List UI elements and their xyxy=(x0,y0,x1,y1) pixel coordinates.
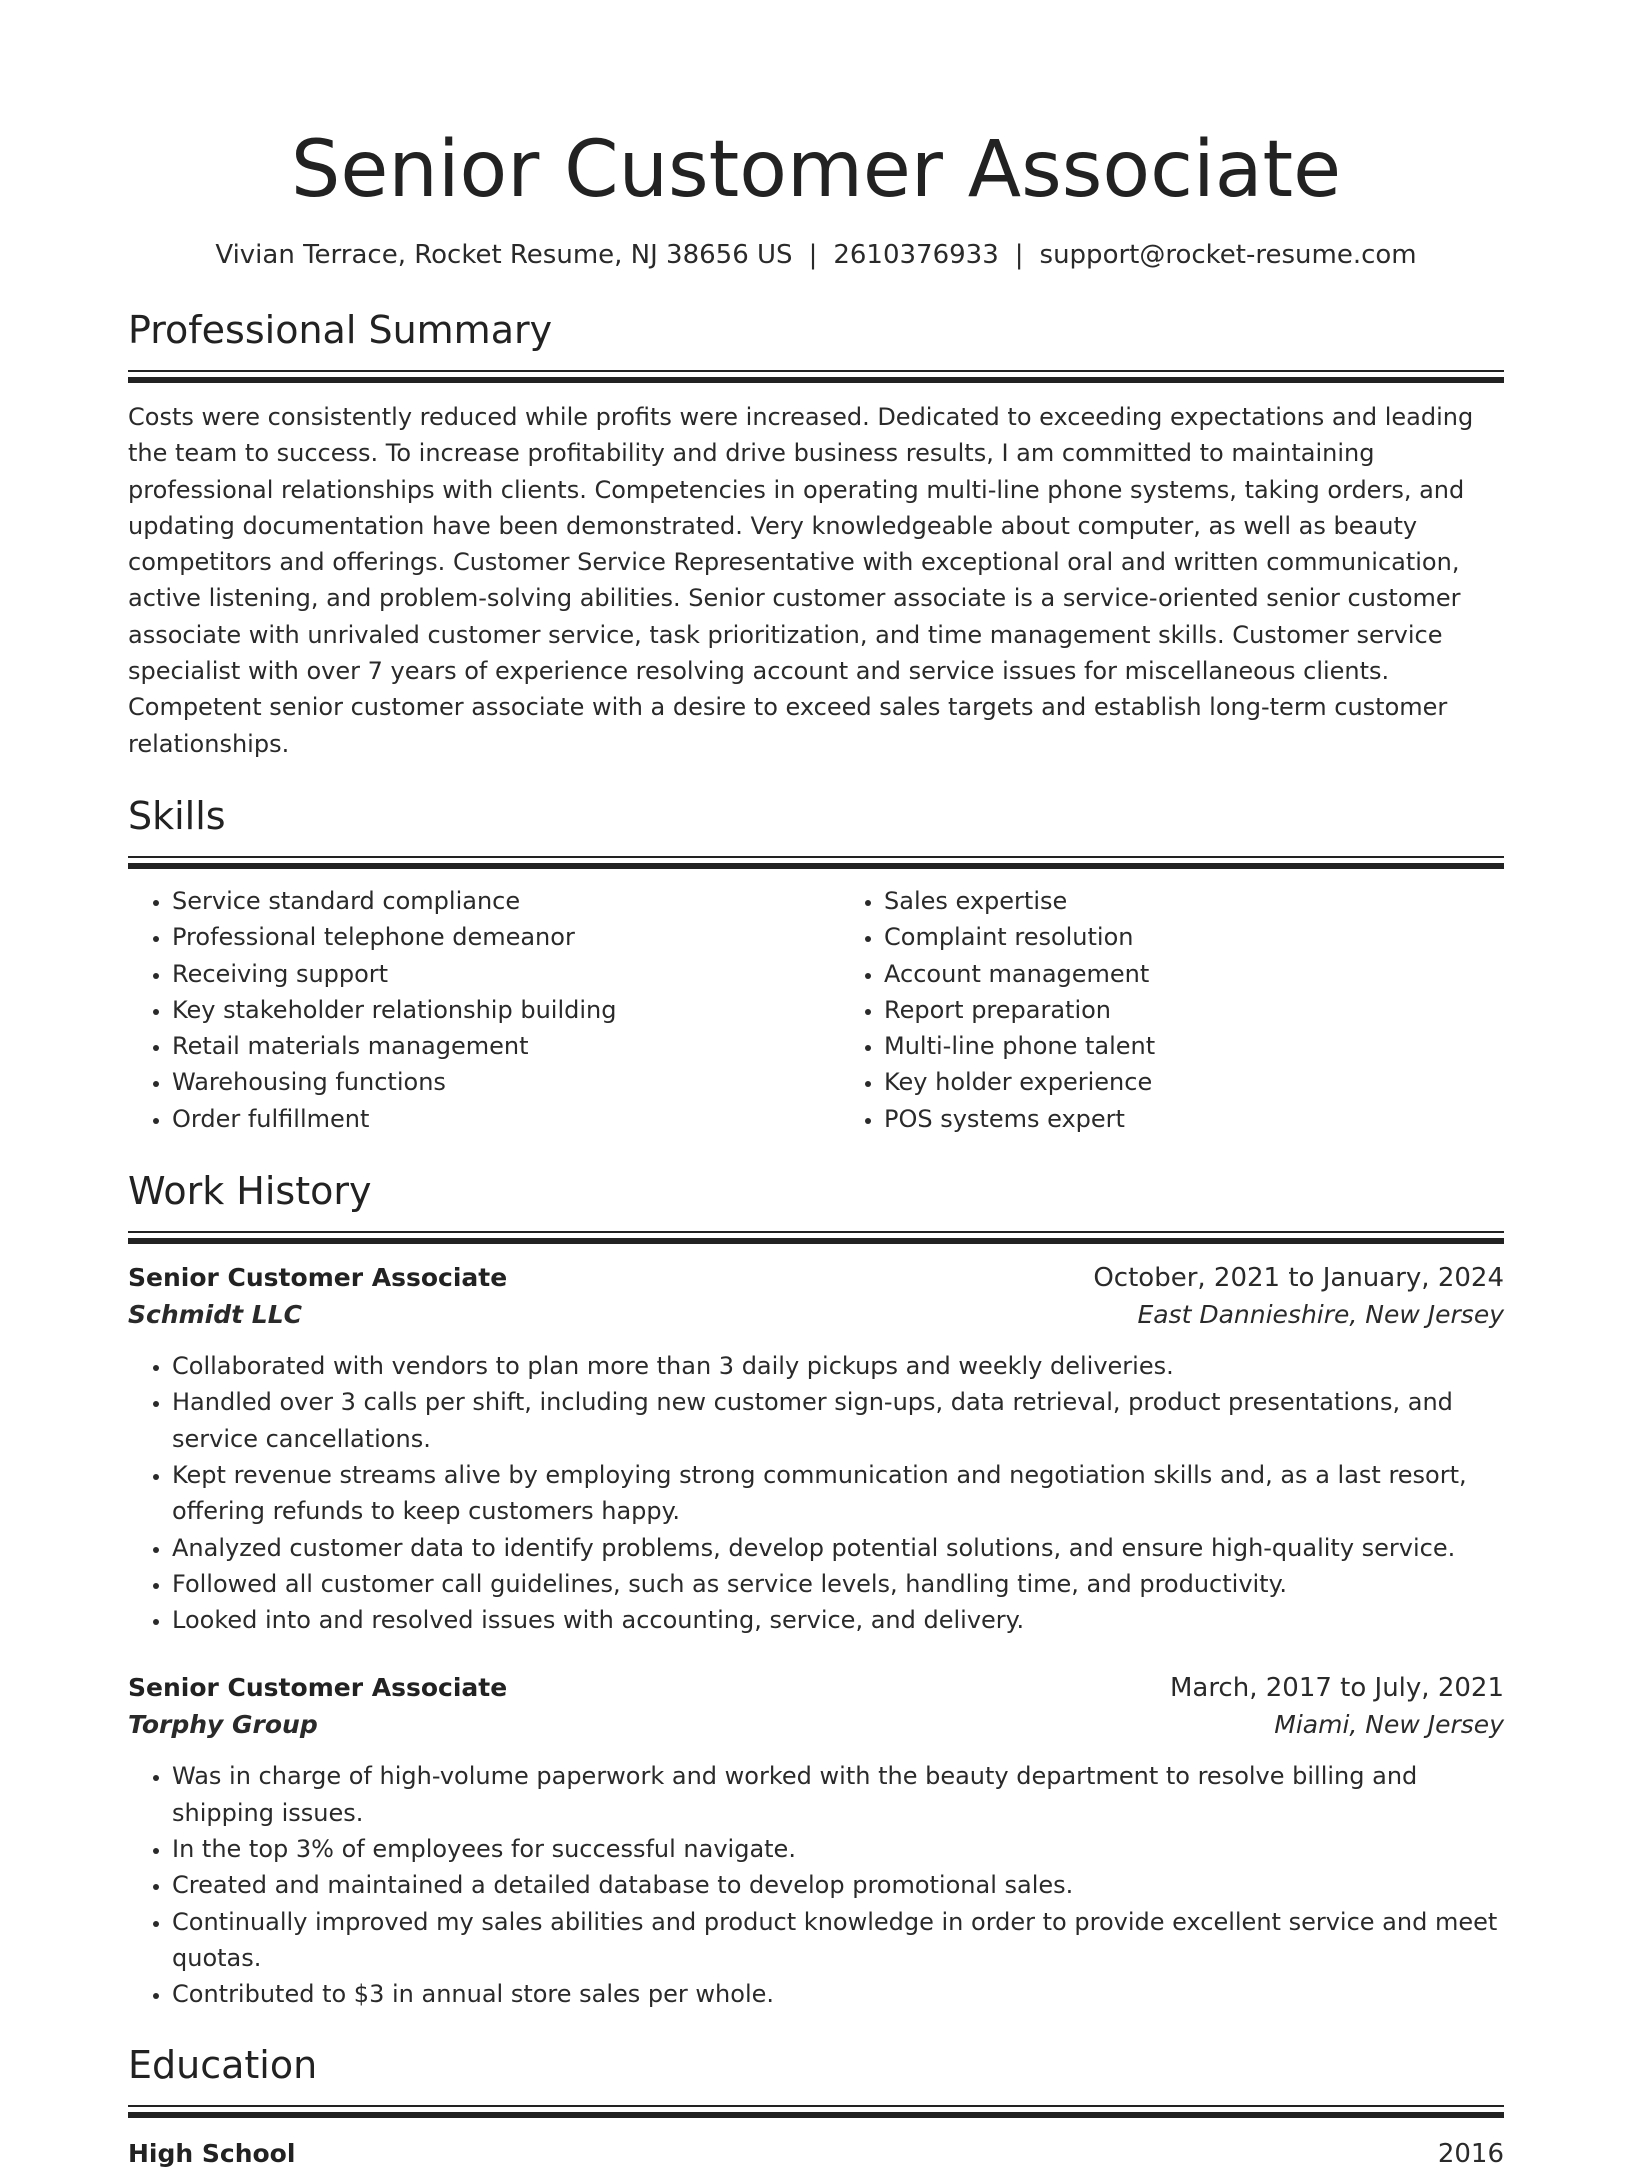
contact-separator: | xyxy=(1014,240,1024,270)
job-bullet: • Was in charge of high-volume paperwork and worked with the beauty department to resolve billing and shipping issues. xyxy=(172,1758,1504,1831)
job-location: East Dannieshire, New Jersey xyxy=(1137,1300,1504,1330)
section-rule xyxy=(128,370,1504,383)
job-header xyxy=(128,1670,1504,1706)
job-subheader xyxy=(128,1296,1504,1334)
section-rule xyxy=(128,856,1504,869)
job-header xyxy=(128,1260,1504,1296)
job-bullet: • Continually improved my sales abilities and product knowledge in order to provide excellent service and meet quotas. xyxy=(172,1904,1504,1977)
skill-item: • Service standard compliance xyxy=(172,883,816,919)
job-title: Senior Customer Associate xyxy=(128,1673,508,1703)
job-bullet: • Followed all customer call guidelines, such as service levels, handling time, and productivity. xyxy=(172,1566,1504,1602)
job-company: Torphy Group xyxy=(128,1710,318,1740)
job-title: Senior Customer Associate xyxy=(128,1263,508,1293)
skills-list-right xyxy=(816,883,1504,1137)
job-bullet: • Contributed to $3 in annual store sales per whole. xyxy=(172,1976,1504,2012)
job-entry xyxy=(128,1670,1504,2012)
job-bullet: • Collaborated with vendors to plan more than 3 daily pickups and weekly deliveries. xyxy=(172,1348,1504,1384)
skill-item: • Professional telephone demeanor xyxy=(172,919,816,955)
skills-list-left xyxy=(128,883,816,1137)
contact-phone: 2610376933 xyxy=(833,240,999,270)
section-heading-skills: Skills xyxy=(128,793,226,838)
job-bullets xyxy=(128,1758,1504,2012)
job-dates: October, 2021 to January, 2024 xyxy=(1093,1263,1504,1294)
skill-item: • Order fulfillment xyxy=(172,1101,816,1137)
job-bullet: • Analyzed customer data to identify problems, develop potential solutions, and ensure high-quality service. xyxy=(172,1530,1504,1566)
skill-item: • Account management xyxy=(884,956,1504,992)
skill-item: • Complaint resolution xyxy=(884,919,1504,955)
section-rule xyxy=(128,1231,1504,1244)
skill-item: • Multi-line phone talent xyxy=(884,1028,1504,1064)
skills-section xyxy=(128,792,1504,1137)
job-bullet: • Kept revenue streams alive by employing strong communication and negotiation skills and, as a last resort, offering refunds to keep customers happy. xyxy=(172,1457,1504,1530)
work-history-section xyxy=(128,1167,1504,2012)
education-section xyxy=(128,2041,1504,2172)
education-school: High School xyxy=(128,2138,296,2168)
skill-item: • POS systems expert xyxy=(884,1101,1504,1137)
skill-item: • Sales expertise xyxy=(884,883,1504,919)
contact-email: support@rocket-resume.com xyxy=(1039,240,1417,270)
summary-text: Costs were consistently reduced while profits were increased. Dedicated to exceeding expectations and leading the team to success. To increase profitability and drive business results, I am committed to maintaining professional relationships with clients. Competencies in operating multi-line phone systems, taking orders, and updating documentation have been demonstrated. Very knowledgeable about computer, as well as beauty competitors and offerings. Customer Service Representative with exceptional oral and written communication, active listening, and problem-solving abilities. Senior customer associate is a service-oriented senior customer associate with unrivaled customer service, task prioritization, and time management skills. Customer service specialist with over 7 years of experience resolving account and service issues for miscellaneous clients. Competent senior customer associate with a desire to exceed sales targets and establish long-term customer relationships. xyxy=(128,403,1474,758)
contact-line xyxy=(128,238,1504,272)
skill-item: • Warehousing functions xyxy=(172,1064,816,1100)
job-subheader xyxy=(128,1706,1504,1744)
section-heading-work-history: Work History xyxy=(128,1169,372,1214)
section-heading-summary: Professional Summary xyxy=(128,308,553,352)
education-year: 2016 xyxy=(1437,2138,1504,2169)
job-dates: March, 2017 to July, 2021 xyxy=(1169,1673,1504,1704)
education-entry xyxy=(128,2136,1504,2172)
job-bullet: • In the top 3% of employees for successful navigate. xyxy=(172,1831,1504,1867)
skill-item: • Key holder experience xyxy=(884,1064,1504,1100)
job-bullet: • Created and maintained a detailed database to develop promotional sales. xyxy=(172,1867,1504,1903)
contact-address: Vivian Terrace, Rocket Resume, NJ 38656 US xyxy=(215,240,793,270)
resume-title: Senior Customer Associate xyxy=(290,125,1342,215)
skill-item: • Key stakeholder relationship building xyxy=(172,992,816,1028)
job-bullets xyxy=(128,1348,1504,1638)
resume-page xyxy=(128,0,1504,2172)
job-company: Schmidt LLC xyxy=(128,1300,302,1330)
section-heading-education: Education xyxy=(128,2042,318,2087)
summary-section xyxy=(128,306,1504,762)
skill-item: • Retail materials management xyxy=(172,1028,816,1064)
skills-columns xyxy=(128,883,1504,1137)
job-location: Miami, New Jersey xyxy=(1274,1710,1504,1740)
job-bullet: • Handled over 3 calls per shift, including new customer sign-ups, data retrieval, product presentations, and service cancellations. xyxy=(172,1384,1504,1457)
skill-item: • Receiving support xyxy=(172,956,816,992)
section-rule xyxy=(128,2105,1504,2118)
skill-item: • Report preparation xyxy=(884,992,1504,1028)
contact-separator: | xyxy=(808,240,818,270)
job-entry xyxy=(128,1260,1504,1638)
job-bullet: • Looked into and resolved issues with accounting, service, and delivery. xyxy=(172,1602,1504,1638)
